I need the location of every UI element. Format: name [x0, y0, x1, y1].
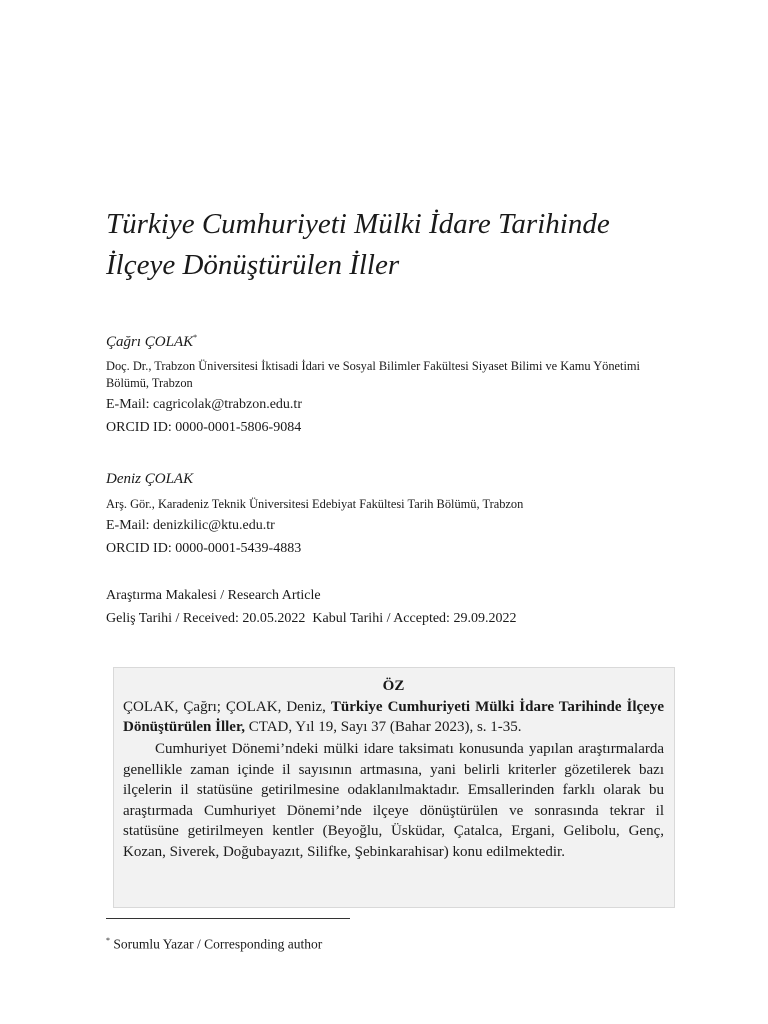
author-1-email: E-Mail: cagricolak@trabzon.edu.tr: [106, 397, 302, 412]
author-2-name: [106, 471, 193, 488]
author-2-email: E-Mail: denizkilic@ktu.edu.tr: [106, 518, 275, 533]
citation-title: Türkiye Cumhuriyeti Mülki İdare Tarihinde İlçeye Dönüştürülen İller,: [123, 699, 665, 735]
footnote-text: Sorumlu Yazar / Corresponding author: [110, 936, 323, 952]
author-1-name-text: Çağrı ÇOLAK: [106, 334, 194, 350]
author-1-affiliation: Doç. Dr., Trabzon Üniversitesi İktisadi İdari ve Sosyal Bilimler Fakültesi Siyaset Bilimi ve Kamu Yönetimi Bölümü, Trabzon: [106, 359, 640, 390]
footnote-marker: *: [106, 936, 110, 945]
footnote: [106, 936, 322, 953]
article-title: [106, 204, 706, 286]
title-line-2: İlçeye Dönüştürülen İller: [106, 249, 400, 281]
abstract-body: Cumhuriyet Dönemi’ndeki mülki idare taksimatı konusunda yapılan araştırmalarda genellikle zaman içinde il sayısının artmasına, yani belirli kriterler gözetilerek bazı ilçelerin il statüsüne getirilmesine odaklanılmaktadır. Emsallerinden farklı olarak bu araştırmada Cumhuriyet Dönemi’nde ilçeye dönüştürülen ve sonrasında tekrar il statüsüne getirilmeyen kentler (Beyoğlu, Üsküdar, Çatalca, Ergani, Gelibolu, Genç, Kozan, Siverek, Doğubayazıt, Silifke, Şebinkarahisar) konu edilmektedir.: [123, 741, 664, 860]
citation-authors: ÇOLAK, Çağrı; ÇOLAK, Deniz,: [123, 699, 331, 715]
citation-details: CTAD, Yıl 19, Sayı 37 (Bahar 2023), s. 1-35.: [244, 719, 522, 735]
author-1-name: [106, 333, 197, 351]
abstract-heading: ÖZ: [382, 678, 405, 694]
abstract-citation: [123, 697, 664, 737]
title-line-1: Türkiye Cumhuriyeti Mülki İdare Tarihinde: [106, 208, 610, 240]
article-type: Araştırma Makalesi / Research Article: [106, 588, 321, 603]
author-2-affiliation: Arş. Gör., Karadeniz Teknik Üniversitesi Edebiyat Fakültesi Tarih Bölümü, Trabzon: [106, 497, 524, 511]
article-dates: Geliş Tarihi / Received: 20.05.2022 Kabul Tarihi / Accepted: 29.09.2022: [106, 611, 517, 626]
abstract-box: [113, 667, 675, 908]
author-2-orcid: ORCID ID: 0000-0001-5439-4883: [106, 541, 302, 556]
author-1-orcid: ORCID ID: 0000-0001-5806-9084: [106, 420, 302, 435]
author-1-marker: *: [193, 333, 198, 342]
author-2-name-text: Deniz ÇOLAK: [106, 471, 194, 487]
footnote-rule: [106, 918, 350, 919]
